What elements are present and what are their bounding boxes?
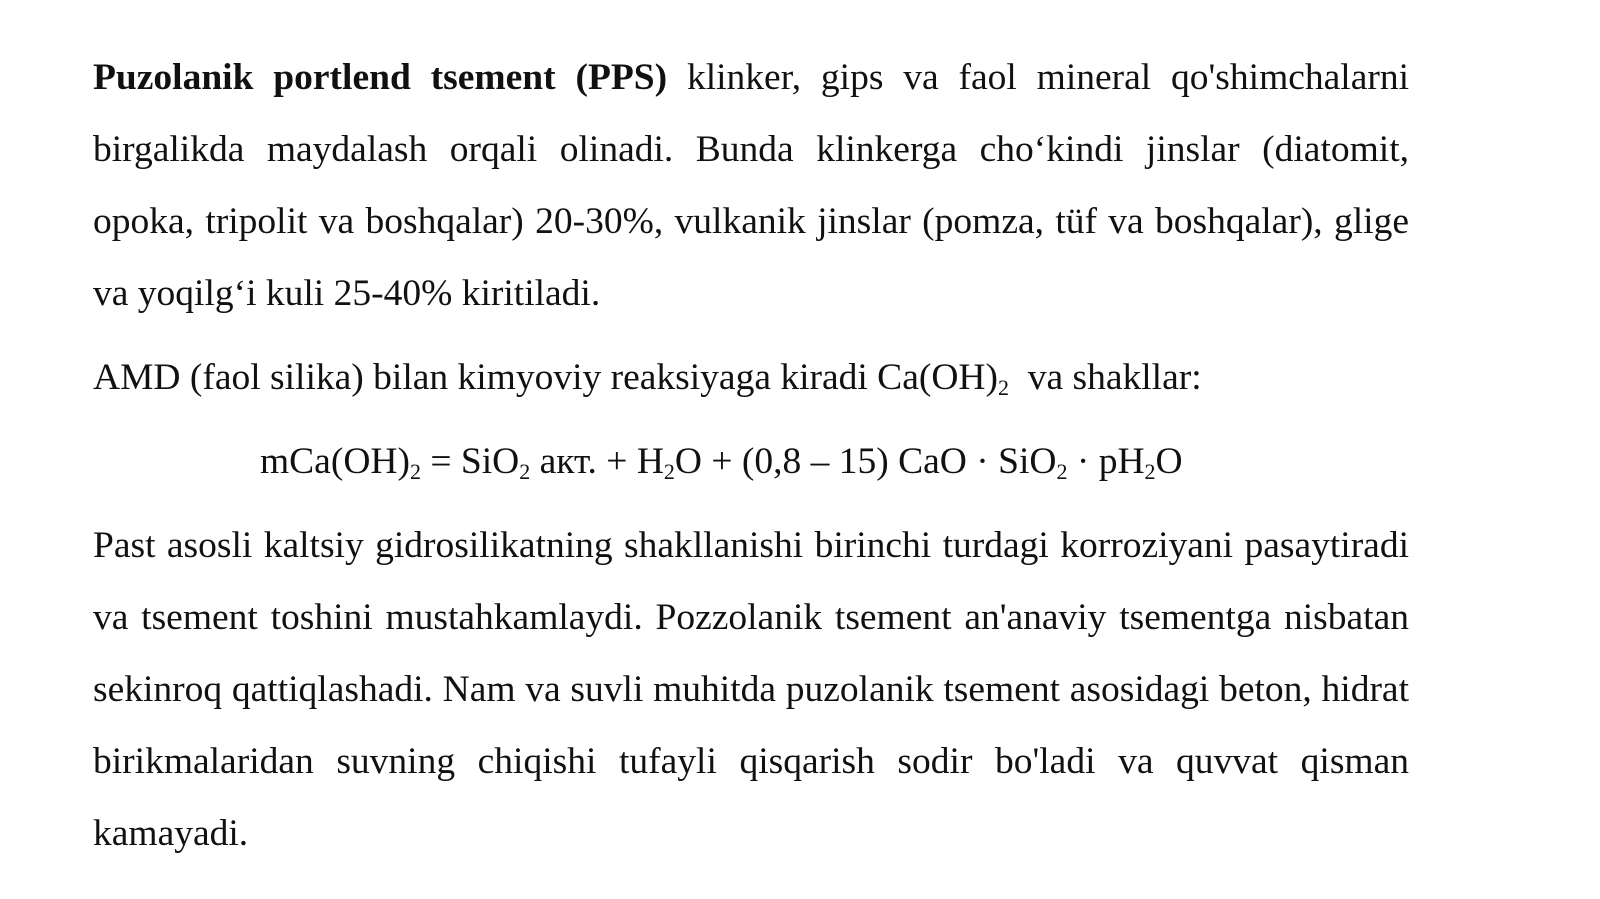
document-page [93,42,1409,870]
paragraph-text: AMD (faol silika) bilan kimyoviy reaksiyaga kiradi Ca(OH) [93,357,998,398]
formula-part: mCa(OH) [260,441,410,482]
chemical-formula [93,426,1409,498]
paragraph-reaction-intro [93,342,1409,414]
subscript: 2 [519,459,531,484]
paragraph-text: klinker, gips va faol mineral qo'shimchalarni birgalikda maydalash orqali olinadi. Bunda klinkerga cho‘kindi jinslar (diatomit, opoka, tripolit va boshqalar) 20-30%, vulkanik jinslar (pomza, tüf va boshqalar), glige va yoqilg‘i kuli 25-40% kiritiladi. [93,57,1409,314]
subscript: 2 [1144,459,1156,484]
paragraph-text: va shakllar: [1008,357,1202,398]
subscript: 2 [409,459,421,484]
formula-part: = SiO [420,441,520,482]
formula-part: акт. + H [530,441,664,482]
subscript: 2 [997,375,1009,400]
subscript: 2 [663,459,675,484]
paragraph-corrosion: Past asosli kaltsiy gidrosilikatning shakllanishi birinchi turdagi korroziyani pasaytiradi va tsement toshini mustahkamlaydi. Pozzolanik tsement an'anaviy tsementga nisbatan sekinroq qattiqlashadi. Nam va suvli muhitda puzolanik tsement asosidagi beton, hidrat birikmalaridan suvning chiqishi tufayli qisqarish sodir bo'ladi va quvvat qisman kamayadi. [93,525,1409,854]
formula-part: O [1155,441,1183,482]
bold-term: Puzolanik portlend tsement (PPS) [93,57,668,98]
formula-part: O + (0,8 – 15) CaO · SiO [674,441,1057,482]
formula-part: · pH [1067,441,1145,482]
subscript: 2 [1056,459,1068,484]
paragraph-pps-definition [93,42,1409,330]
